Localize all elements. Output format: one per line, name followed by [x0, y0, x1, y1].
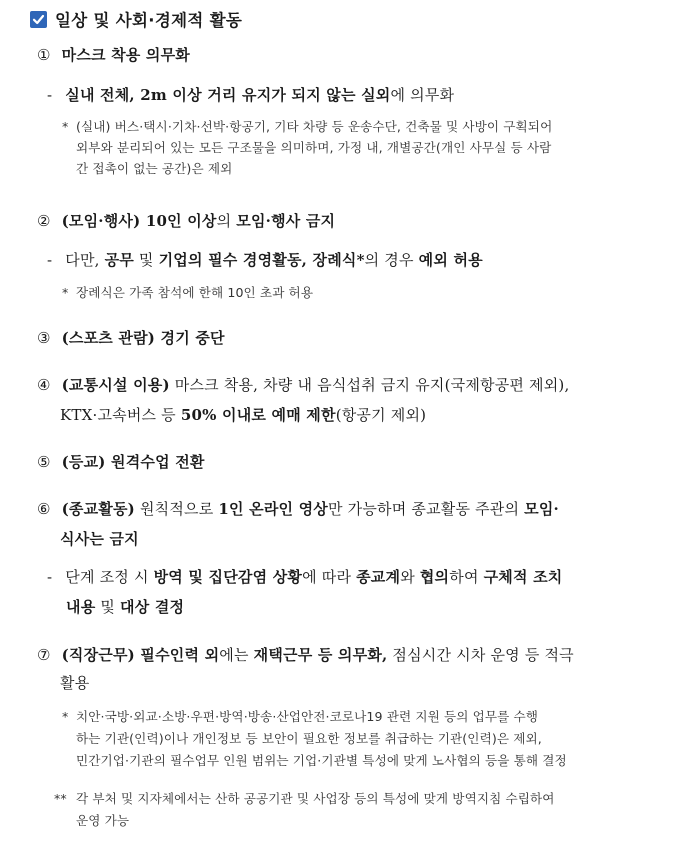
item-6-text-a: (종교활동) — [61, 500, 135, 518]
item-7-text-a: (직장근무) 필수인력 외 — [61, 646, 220, 664]
item-2-note-line-1: 장례식은 가족 참석에 한해 10인 초과 허용 — [76, 285, 314, 300]
item-2-number: ② — [37, 212, 51, 230]
item-1-note-line-1: (실내) 버스·택시·기차·선박·항공기, 기타 차량 등 운송수단, 건축물 및 사방이 구획되어 — [76, 119, 553, 134]
item-4-line-2 — [60, 404, 426, 425]
item-1-sub-dash: - — [47, 86, 53, 104]
section-heading — [30, 7, 242, 31]
item-6-sub-d: 종교계 — [356, 568, 401, 586]
item-1-sub-normal: 에 의무화 — [390, 86, 455, 104]
item-6-sub-h: 구체적 조치 — [483, 568, 563, 586]
item-6-text-b: 원칙적으로 — [134, 500, 219, 518]
item-6-sub-dash: - — [47, 568, 53, 586]
item-5-text: (등교) 원격수업 전환 — [61, 453, 205, 471]
item-6-sub-c: 에 따라 — [302, 568, 357, 586]
item-2-sub-d: 기업의 필수 경영활동, 장례식* — [158, 251, 365, 269]
item-1-title — [37, 44, 190, 65]
item-2-title — [37, 210, 335, 231]
item-3-title — [37, 327, 225, 348]
item-7-text-d: 점심시간 시차 운영 등 적극 — [387, 646, 574, 664]
item-7-note-2-line-2: 운영 가능 — [76, 813, 130, 828]
checkbox-checked-icon — [30, 11, 47, 28]
item-7-number: ⑦ — [37, 646, 51, 664]
item-6-line-2 — [60, 528, 139, 549]
item-2-sub-b: 공무 — [104, 251, 134, 269]
item-3-number: ③ — [37, 329, 51, 347]
item-2-sub-dash: - — [47, 251, 53, 269]
item-4-line2-c: (항공기 제외) — [335, 406, 427, 424]
item-6-sub-f: 협의 — [419, 568, 450, 586]
item-6-sub-b: 방역 및 집단감염 상황 — [153, 568, 303, 586]
item-7-text-c: 재택근무 등 의무화, — [253, 646, 388, 664]
item-7-note-1-line-2: 하는 기관(인력)이나 개인정보 등 보안이 필요한 정보를 취급하는 기관(인력)은 제외, — [76, 731, 542, 746]
item-4-text-a: (교통시설 이용) — [61, 376, 170, 394]
item-6-sub2-b: 및 — [95, 598, 121, 616]
item-6-sub2-a: 내용 — [66, 598, 96, 616]
item-2-note — [62, 282, 313, 301]
item-6-sub-line-2 — [66, 596, 184, 617]
item-7-note-1-mark: * — [62, 709, 69, 724]
item-4-text-b: 마스크 착용, 차량 내 음식섭취 금지 유지(국제항공편 제외), — [169, 376, 570, 394]
item-4-number: ④ — [37, 376, 51, 394]
item-6-sub2-c: 대상 결정 — [120, 598, 185, 616]
item-2-sub-c: 및 — [133, 251, 159, 269]
item-4-title — [37, 374, 569, 395]
item-7-note-2 — [54, 788, 555, 832]
item-7-title — [37, 644, 574, 665]
item-2-text-a: (모임·행사) 10인 이상 — [61, 212, 217, 230]
section-title: 일상 및 사회·경제적 활동 — [55, 11, 243, 30]
item-6-sub-e: 와 — [400, 568, 420, 586]
item-2-sub-e: 의 경우 — [364, 251, 419, 269]
item-6-text-d: 만 가능하며 종교활동 주관의 — [328, 500, 525, 518]
item-6-line2: 식사는 금지 — [60, 530, 139, 548]
item-1-note-mark: * — [62, 119, 69, 134]
item-1-note-line-3: 간 접촉이 없는 공간)은 제외 — [76, 161, 233, 176]
item-5-number: ⑤ — [37, 453, 51, 471]
item-5-title — [37, 451, 205, 472]
item-2-sub-a: 다만, — [65, 251, 105, 269]
item-6-sub-g: 하여 — [449, 568, 484, 586]
item-7-note-1-line-3: 민간기업·기관의 필수업무 인원 범위는 기업·기관별 특성에 맞게 노사협의 등을 통해 결정 — [76, 753, 567, 768]
item-1-note-line-2: 외부와 분리되어 있는 모든 구조물을 의미하며, 가정 내, 개별공간(개인 사무실 등 사람 — [76, 140, 552, 155]
item-6-title — [37, 498, 559, 519]
item-1-note — [62, 116, 552, 179]
item-2-sub-f: 예외 허용 — [418, 251, 483, 269]
item-6-text-c: 1인 온라인 영상 — [218, 500, 328, 518]
item-7-note-2-line-1: 각 부처 및 지자체에서는 산하 공공기관 및 사업장 등의 특성에 맞게 방역지침 수립하여 — [76, 791, 555, 806]
item-6-text-e: 모임· — [524, 500, 559, 518]
item-3-text: (스포츠 관람) 경기 중단 — [61, 329, 225, 347]
item-7-note-2-mark: ** — [54, 791, 67, 806]
item-7-text-b: 에는 — [219, 646, 254, 664]
item-7-line-2 — [60, 672, 89, 693]
item-2-text-c: 모임·행사 금지 — [236, 212, 336, 230]
item-2-text-b: 의 — [216, 212, 237, 230]
item-7-note-1 — [62, 706, 567, 772]
item-1-sub-bold: 실내 전체, 2m 이상 거리 유지가 되지 않는 실외 — [65, 86, 391, 104]
item-1-number: ① — [37, 46, 51, 64]
item-6-sub — [47, 566, 562, 587]
item-1-sub — [47, 84, 454, 105]
item-7-line2: 활용 — [60, 674, 90, 692]
item-7-note-1-line-1: 치안·국방·외교·소방·우편·방역·방송·산업안전·코로나19 관련 지원 등의 업무를 수행 — [76, 709, 539, 724]
item-4-line2-b: 50% 이내로 예매 제한 — [180, 406, 336, 424]
item-6-number: ⑥ — [37, 500, 51, 518]
item-6-sub-a: 단계 조정 시 — [65, 568, 154, 586]
item-2-sub — [47, 249, 483, 270]
item-2-note-mark: * — [62, 285, 69, 300]
item-4-line2-a: KTX·고속버스 등 — [60, 406, 181, 424]
item-1-text: 마스크 착용 의무화 — [61, 46, 190, 64]
